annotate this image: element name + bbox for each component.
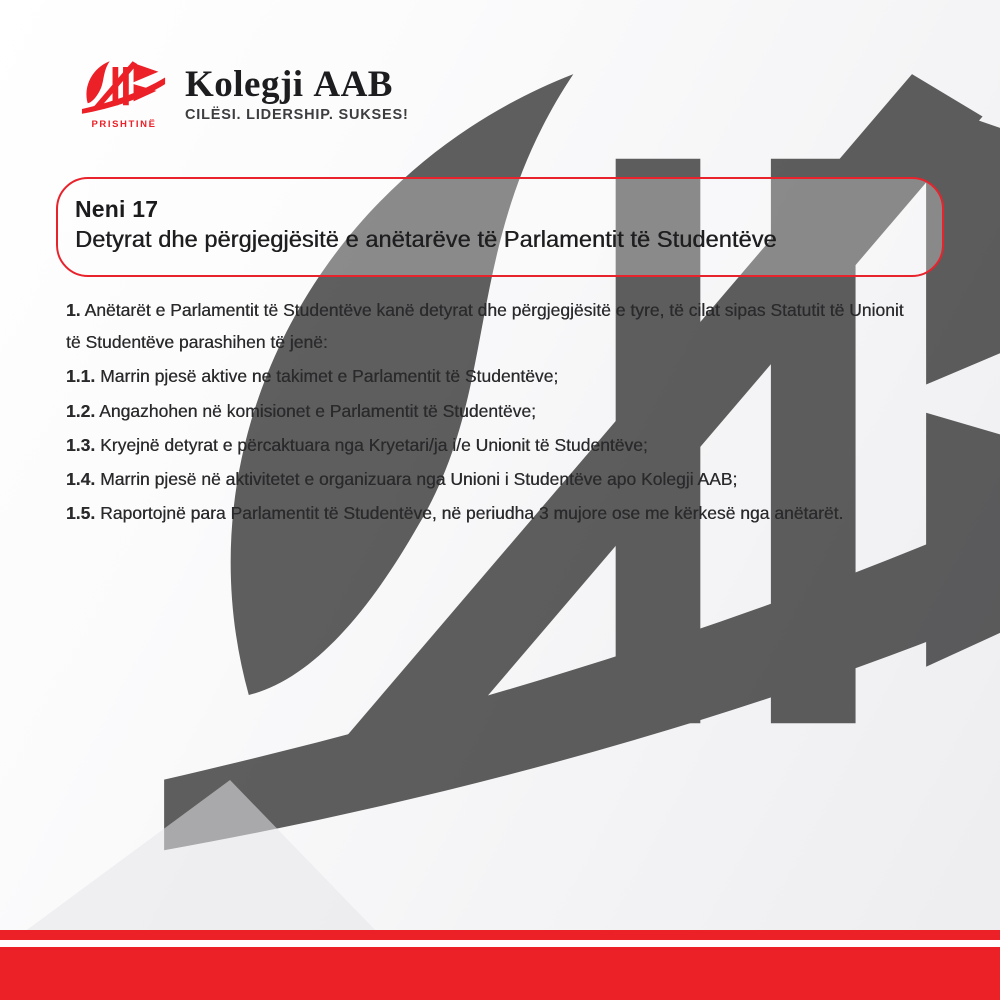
body-item <box>66 360 908 392</box>
item-text: Marrin pjesë në aktivitetet e organizuara nga Unioni i Studentëve apo Kolegji AAB; <box>100 469 738 490</box>
brand-text <box>185 60 409 123</box>
body-item <box>66 294 908 358</box>
title-box <box>56 177 944 277</box>
article-subtitle: Detyrat dhe përgjegjësitë e anëtarëve të Parlamentit të Studentëve <box>75 226 777 252</box>
brand-name-secondary: AAB <box>313 64 393 105</box>
item-text: Raportojnë para Parlamentit të Studentëve, në periudha 3 mujore ose me kërkesë nga anëtarët. <box>100 503 844 524</box>
brand-name <box>185 66 409 104</box>
item-text: Angazhohen në komisionet e Parlamentit të Studentëve; <box>99 400 536 421</box>
body-item <box>66 463 908 495</box>
body-item <box>66 497 908 529</box>
brand-name-primary: Kolegji <box>185 64 304 105</box>
brand-header <box>80 60 409 130</box>
brand-logo <box>80 60 168 130</box>
background-wedge-icon <box>20 770 380 935</box>
item-text: Marrin pjesë aktive ne takimet e Parlamentit të Studentëve; <box>100 366 559 387</box>
item-text: Kryejnë detyrat e përcaktuara nga Kryetari/ja i/e Unionit të Studentëve; <box>100 434 648 455</box>
item-text: Anëtarët e Parlamentit të Studentëve kanë detyrat dhe përgjegjësitë e tyre, të cilat sipas Statutit të Unionit të Studentëve parashihen të jenë: <box>66 300 904 353</box>
body-item <box>66 395 908 427</box>
aab-logo-mark-icon <box>81 60 167 116</box>
footer-thin-stripe <box>0 930 1000 940</box>
footer-red-bar <box>0 947 1000 1000</box>
body-item <box>66 429 908 461</box>
item-number: 1. <box>66 300 81 320</box>
item-number: 1.5. <box>66 503 96 524</box>
brand-city-label: PRISHTINË <box>91 119 157 130</box>
item-number: 1.2. <box>66 400 96 421</box>
footer-white-divider <box>0 940 1000 947</box>
item-number: 1.4. <box>66 469 96 490</box>
brand-tagline: CILËSI. LIDERSHIP. SUKSES! <box>185 107 409 123</box>
item-number: 1.1. <box>66 366 96 387</box>
article-body <box>66 294 908 531</box>
article-number-title: Neni 17 <box>75 196 159 222</box>
item-number: 1.3. <box>66 434 96 455</box>
